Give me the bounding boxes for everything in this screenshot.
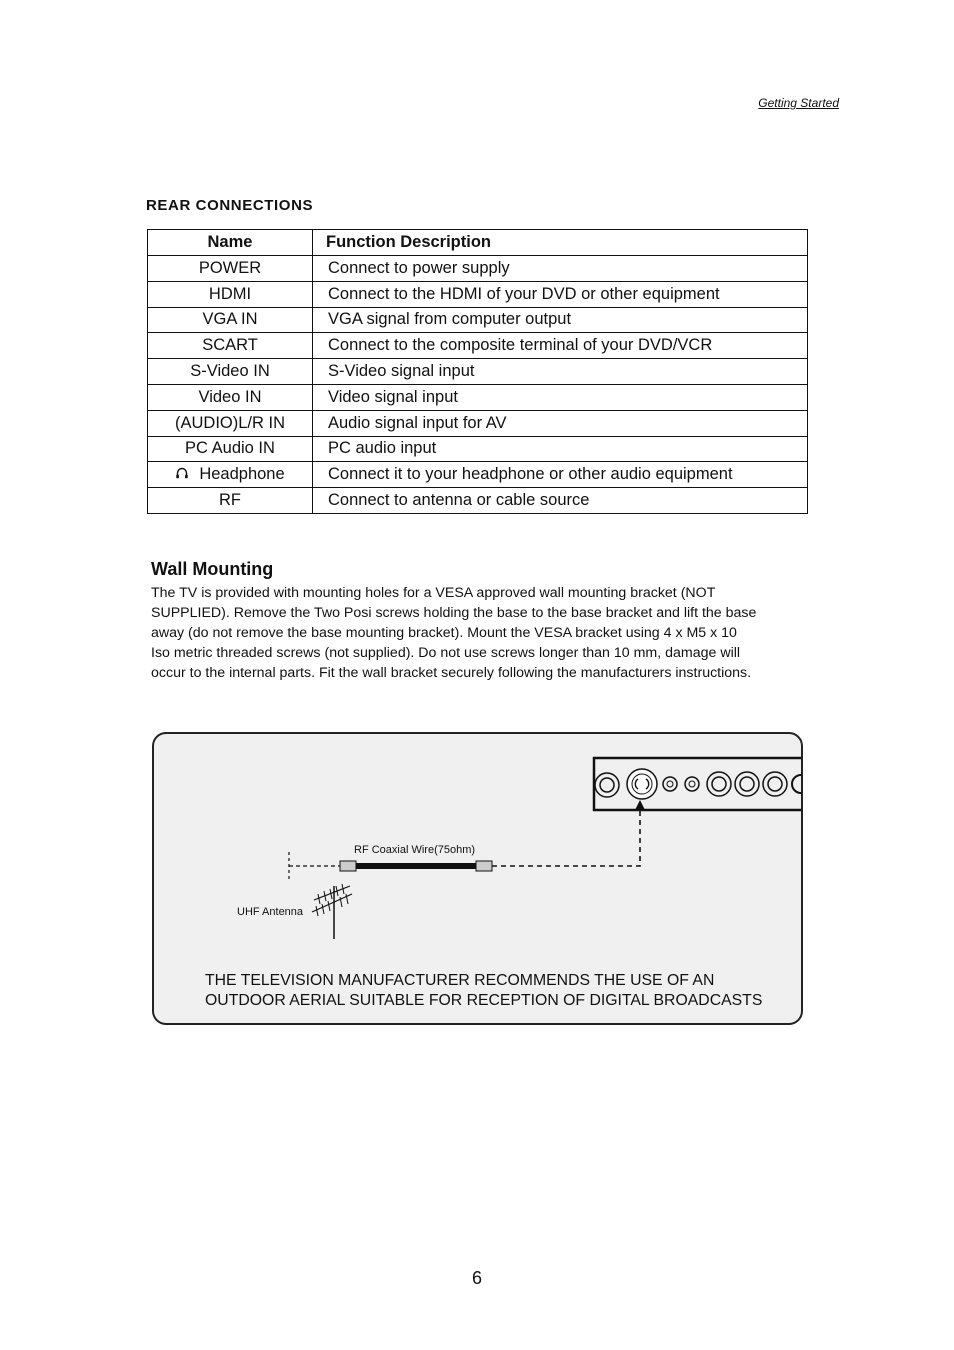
- rf-port-icon: [627, 769, 657, 799]
- notice-line: OUTDOOR AERIAL SUITABLE FOR RECEPTION OF DIGITAL BROADCASTS: [205, 991, 763, 1009]
- wall-mounting-text: [151, 583, 811, 683]
- connection-description: Connect to the HDMI of your DVD or other equipment: [313, 281, 808, 307]
- connection-description: S-Video signal input: [313, 359, 808, 385]
- connection-description: VGA signal from computer output: [313, 307, 808, 333]
- column-header-description: Function Description: [313, 230, 808, 256]
- wall-mounting-title: Wall Mounting: [151, 559, 274, 579]
- connection-name: HDMI: [148, 281, 313, 307]
- rear-connections-table: [147, 229, 808, 514]
- table-row: [148, 333, 808, 359]
- table-row: [148, 256, 808, 282]
- table-row: [148, 359, 808, 385]
- table-row: [148, 436, 808, 462]
- connection-name: SCART: [148, 333, 313, 359]
- connection-name: S-Video IN: [148, 359, 313, 385]
- table-header-row: [148, 230, 808, 256]
- paragraph-line: occur to the internal parts. Fit the wall bracket securely following the manufacturers instructions.: [151, 665, 752, 681]
- connection-name: VGA IN: [148, 307, 313, 333]
- aerial-recommendation-notice: [205, 971, 762, 1010]
- paragraph-line: The TV is provided with mounting holes for a VESA approved wall mounting bracket (NOT: [151, 585, 716, 601]
- coax-cable: [340, 861, 492, 871]
- connection-name: Video IN: [148, 384, 313, 410]
- connection-description: Audio signal input for AV: [313, 410, 808, 436]
- column-header-name: Name: [148, 230, 313, 256]
- table-row: [148, 307, 808, 333]
- table-row: [148, 488, 808, 514]
- antenna-connection-diagram: [152, 732, 803, 1025]
- paragraph-line: SUPPLIED). Remove the Two Posi screws holding the base to the base bracket and lift the base: [151, 605, 757, 621]
- uhf-antenna-icon: [312, 884, 352, 939]
- table-row: [148, 384, 808, 410]
- notice-line: THE TELEVISION MANUFACTURER RECOMMENDS THE USE OF AN: [205, 972, 715, 989]
- tv-rear-panel: [594, 758, 801, 810]
- connection-description: Connect to the composite terminal of your DVD/VCR: [313, 333, 808, 359]
- connection-description: PC audio input: [313, 436, 808, 462]
- connection-name: PC Audio IN: [148, 436, 313, 462]
- connection-description: Connect to antenna or cable source: [313, 488, 808, 514]
- connection-name: (AUDIO)L/R IN: [148, 410, 313, 436]
- paragraph-line: Iso metric threaded screws (not supplied). Do not use screws longer than 10 mm, damage will: [151, 645, 741, 661]
- page-number: 6: [471, 1268, 482, 1288]
- connection-name: POWER: [148, 256, 313, 282]
- connection-name: RF: [148, 488, 313, 514]
- antenna-label: UHF Antenna: [237, 906, 304, 918]
- paragraph-line: away (do not remove the base mounting bracket). Mount the VESA bracket using 4 x M5 x 10: [151, 625, 737, 641]
- table-row: [148, 462, 808, 488]
- headphone-icon: [175, 466, 189, 485]
- connection-description: Connect to power supply: [313, 256, 808, 282]
- connection-description: Connect it to your headphone or other audio equipment: [313, 462, 808, 488]
- table-row: [148, 281, 808, 307]
- table-row: [148, 410, 808, 436]
- connection-name: Headphone: [199, 464, 285, 483]
- section-tag: Getting Started: [758, 96, 839, 110]
- rear-connections-title: REAR CONNECTIONS: [146, 197, 314, 214]
- connection-description: Video signal input: [313, 384, 808, 410]
- cable-label: RF Coaxial Wire(75ohm): [354, 844, 476, 856]
- connection-name-cell: [148, 462, 313, 488]
